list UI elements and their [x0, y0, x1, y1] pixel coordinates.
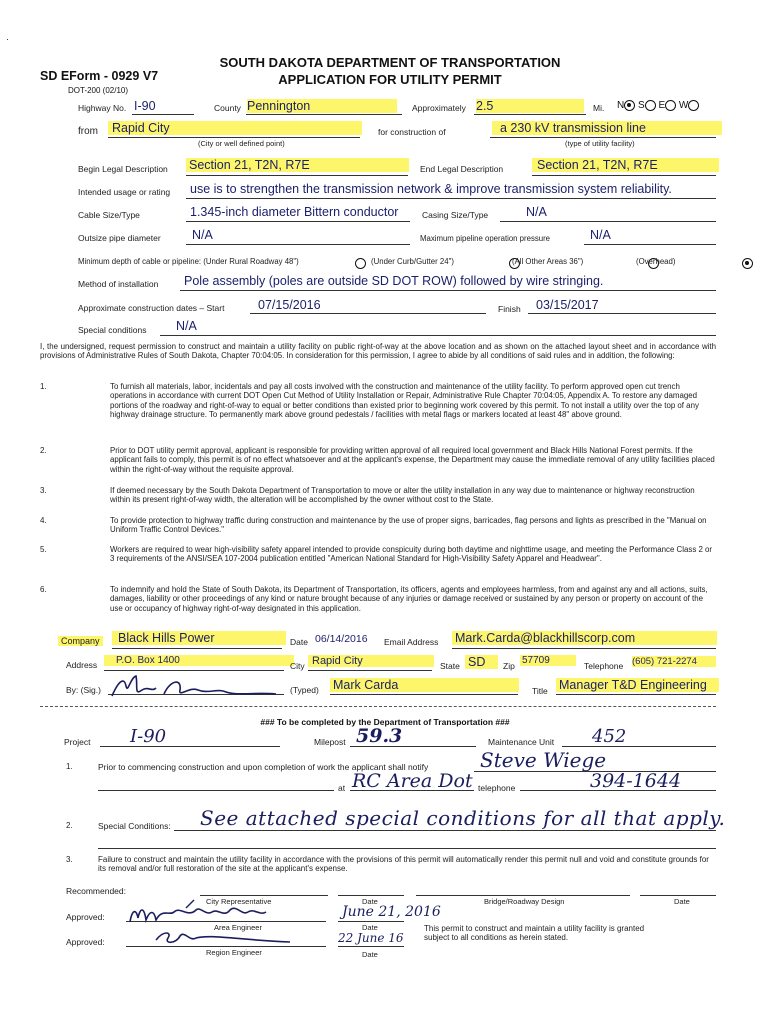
intro-paragraph: I, the undersigned, request permission to construct and maintain a utility facility on public right-of-way at the above location and as shown on the attached layout sheet and in accordance with provisions of Administrative Rules of South Dakota, Chapter 70:04:05. In consideration for this permission, I agree to abide by all conditions of said rules and in addition, the following: [40, 342, 716, 361]
unit-field[interactable]: 452 [592, 726, 627, 747]
dir-n-label: N [617, 100, 625, 112]
pressure-field[interactable]: N/A [590, 228, 611, 242]
term-number: 5. [40, 545, 47, 554]
term-text: To furnish all materials, labor, incidentals and pay all costs involved with the construction and maintenance of the utility facility. To perform approved open cut trench operations in accordance with current DOT Open Cut Method of Utility Installation or Repair, Administrative Rule Chapter 70:04:05, Appendix A. To restore any damaged portions of the roadway and right-of-way to equal or better conditions than existed prior to beginning work covered by this permit. To not install a utility over the top of any highway drainage structure. To permanently mark above ground pedestals / facilities with metal flags or markers located at least 48" above ground. [110, 382, 699, 420]
special-label: Special conditions [78, 325, 147, 335]
email-label: Email Address [384, 637, 439, 647]
term-number: 3. [40, 486, 47, 495]
date-label: Date [362, 923, 378, 932]
milepost-label: Milepost [314, 737, 346, 747]
dir-s-radio[interactable] [645, 100, 656, 111]
term-text: To indemnify and hold the State of South Dakota, its Department of Transportation, its officers, agents and employees harmless, from and against any and all actions, suits, damages, liability or other proceedings of any kind or nature brought because of any injuries or damage received or sustained by any person or property on account of the use or occupancy of highway right-of-way designated in this application. [110, 585, 708, 613]
city-rep-label: City Representative [206, 897, 272, 906]
dot-item-number: 3. [66, 855, 73, 864]
notify-name-field[interactable]: Steve Wiege [480, 748, 607, 772]
state-field[interactable]: SD [465, 655, 498, 669]
tel-label: telephone [478, 783, 516, 793]
term-number: 2. [40, 446, 47, 455]
overhead-label: (Overhead) [636, 257, 676, 266]
finish-date-field[interactable]: 03/15/2017 [536, 298, 599, 312]
begin-legal-label: Begin Legal Description [78, 164, 168, 174]
section-divider [40, 706, 716, 707]
typed-field[interactable]: Mark Carda [330, 678, 519, 692]
region-engineer-signature [150, 926, 300, 950]
failure-text: Failure to construct and maintain the utility facility in accordance with the provisions of this permit will automatically render this permit null and void and constitute grounds for its removal and/or full restoration of the site at the applicant's expense. [98, 855, 709, 874]
miles-label: Mi. [593, 103, 605, 113]
construction-field[interactable]: a 230 kV transmission line [492, 121, 722, 135]
date-label: Date [362, 897, 378, 906]
project-label: Project [64, 737, 91, 747]
cable-field[interactable]: 1.345-inch diameter Bittern conductor [190, 205, 399, 219]
outside-pipe-label: Outsize pipe diameter [78, 233, 161, 243]
cable-label: Cable Size/Type [78, 210, 140, 220]
special-conditions-field[interactable]: See attached special conditions for all that apply. [200, 806, 726, 830]
date-label: Date [674, 897, 690, 906]
finish-label: Finish [498, 304, 521, 314]
city-hint: (City or well defined point) [198, 139, 285, 148]
dir-n-radio[interactable] [624, 100, 635, 111]
term-text: Workers are required to wear high-visibility safety apparel intended to provide conspicuity during both daytime and nighttime usage, and meeting the Performance Class 2 or 3 requirements of the ANSI/SEA 107-2004 publication entitled "American National Standard for High-Visibility Safety Apparel and Headwear". [110, 545, 713, 564]
dir-w-radio[interactable] [688, 100, 699, 111]
region-engineer-label: Region Engineer [206, 948, 262, 957]
at-label: at [338, 783, 346, 793]
county-label: County [214, 103, 241, 113]
dot-item-number: 1. [66, 762, 73, 771]
milepost-field[interactable]: 59.3 [356, 725, 403, 747]
date-label: Date [290, 637, 308, 647]
term-text: If deemed necessary by the South Dakota Department of Transportation to move or alter the utility installation in any way due to maintenance or highway reconstruction within its present right-of-way width, the alteration will be accomplished by the owner without cost to the State. [110, 486, 695, 505]
at-place-field[interactable]: RC Area Dot [352, 770, 473, 792]
depth-overhead-radio[interactable] [742, 258, 753, 269]
region-date-field[interactable]: 22 June 16 [338, 931, 404, 945]
county-field[interactable]: Pennington [247, 99, 397, 113]
corner-mark: · [6, 34, 9, 44]
area-engineer-label: Area Engineer [214, 923, 262, 932]
min-depth-label: Minimum depth of cable or pipeline: (Under Rural Roadway 48") [78, 257, 299, 266]
zip-field[interactable]: 57709 [520, 655, 576, 666]
term-number: 6. [40, 585, 47, 594]
begin-legal-field[interactable]: Section 21, T2N, R7E [186, 158, 409, 172]
end-legal-field[interactable]: Section 21, T2N, R7E [532, 158, 719, 172]
tel-field[interactable]: 394-1644 [590, 770, 682, 792]
term-text: To provide protection to highway traffic during construction and maintenance by the use of proper signs, barricades, flag persons and lights as prescribed in the "Manual on Uniform Traffic Control Devices." [110, 516, 707, 535]
address-field[interactable]: P.O. Box 1400 [104, 655, 294, 666]
area-date-field[interactable]: June 21, 2016 [342, 904, 441, 920]
signature-label: By: (Sig.) [66, 685, 101, 695]
dir-w-label: W [678, 100, 689, 112]
project-field[interactable]: I-90 [130, 726, 167, 747]
phone-field[interactable]: (605) 721-2274 [632, 656, 716, 667]
state-label: State [440, 661, 460, 671]
applicant-signature [108, 672, 284, 706]
casing-field[interactable]: N/A [526, 205, 547, 219]
title-field[interactable]: Manager T&D Engineering [556, 678, 719, 692]
intended-label: Intended usage or rating [78, 187, 171, 197]
recommended-label: Recommended: [66, 886, 127, 896]
term-number: 4. [40, 516, 47, 525]
dir-e-radio[interactable] [665, 100, 676, 111]
phone-label: Telephone [584, 661, 624, 671]
form-id: SD EForm - 0929 V7 [40, 69, 159, 83]
approx-label: Approximately [412, 103, 466, 113]
dir-s-label: S [638, 100, 645, 112]
special-conditions-label: Special Conditions: [98, 821, 171, 831]
approved-label: Approved: [66, 912, 105, 922]
highway-field[interactable]: I-90 [134, 99, 156, 113]
construction-label: for construction of [378, 127, 446, 137]
term-number: 1. [40, 382, 47, 391]
direction-selector [617, 100, 699, 111]
title-label: Title [532, 686, 548, 696]
type-hint: (type of utility facility) [565, 139, 635, 148]
city-label: City [290, 661, 305, 671]
grant-text: This permit to construct and maintain a utility facility is granted subject to all conditions as herein stated. [424, 924, 645, 943]
dot-item-number: 2. [66, 821, 73, 830]
depth-rural-radio[interactable] [355, 258, 366, 269]
unit-label: Maintenance Unit [488, 737, 555, 747]
address-label: Address [66, 660, 98, 670]
company-field[interactable]: Black Hills Power [112, 631, 286, 645]
form-title: APPLICATION FOR UTILITY PERMIT [278, 72, 502, 87]
notify-text: Prior to commencing construction and upon completion of work the applicant shall notify [98, 762, 429, 772]
approved-label: Approved: [66, 937, 105, 947]
other-areas-label: (All Other Areas 36") [512, 257, 584, 266]
bridge-label: Bridge/Roadway Design [484, 897, 565, 906]
method-label: Method of installation [78, 279, 159, 289]
zip-label: Zip [503, 661, 515, 671]
dot-heading: ### To be completed by the Department of Transportation ### [260, 717, 510, 727]
typed-label: (Typed) [290, 685, 319, 695]
special-field[interactable]: N/A [176, 319, 197, 333]
approx-field[interactable]: 2.5 [476, 99, 584, 113]
from-field[interactable]: Rapid City [108, 121, 362, 135]
dir-e-label: E [658, 100, 666, 112]
term-text: Prior to DOT utility permit approval, applicant is responsible for providing written approval of all required local government and Black Hills National Forest permits. If the applicant fails to comply, this permit is of no effect whatsoever and at the applicant's expense, the Department may cause the immediate removal of any utility facilities placed within the right-of-way without the requisite approval. [110, 446, 715, 474]
pressure-label: Maximum pipeline operation pressure [420, 234, 551, 243]
highway-label: Highway No. [78, 103, 127, 113]
email-field[interactable]: Mark.Carda@blackhillscorp.com [452, 631, 717, 645]
end-legal-label: End Legal Description [420, 164, 504, 174]
dates-label: Approximate construction dates – Start [78, 303, 225, 313]
method-field[interactable]: Pole assembly (poles are outside SD DOT ROW) followed by wire stringing. [184, 274, 604, 288]
casing-label: Casing Size/Type [422, 210, 489, 220]
start-date-field[interactable]: 07/15/2016 [258, 298, 321, 312]
company-label: Company [58, 636, 103, 646]
dot-code: DOT-200 (02/10) [68, 86, 129, 95]
department-title: SOUTH DAKOTA DEPARTMENT OF TRANSPORTATION [219, 55, 561, 70]
date-field[interactable]: 06/14/2016 [315, 633, 368, 645]
intended-field[interactable]: use is to strengthen the transmission network & improve transmission system reliability. [190, 182, 672, 196]
outside-pipe-field[interactable]: N/A [192, 228, 213, 242]
curb-label: (Under Curb/Gutter 24") [371, 257, 454, 266]
date-label: Date [362, 950, 378, 959]
city-field[interactable]: Rapid City [308, 655, 434, 667]
from-label: from [78, 126, 98, 137]
